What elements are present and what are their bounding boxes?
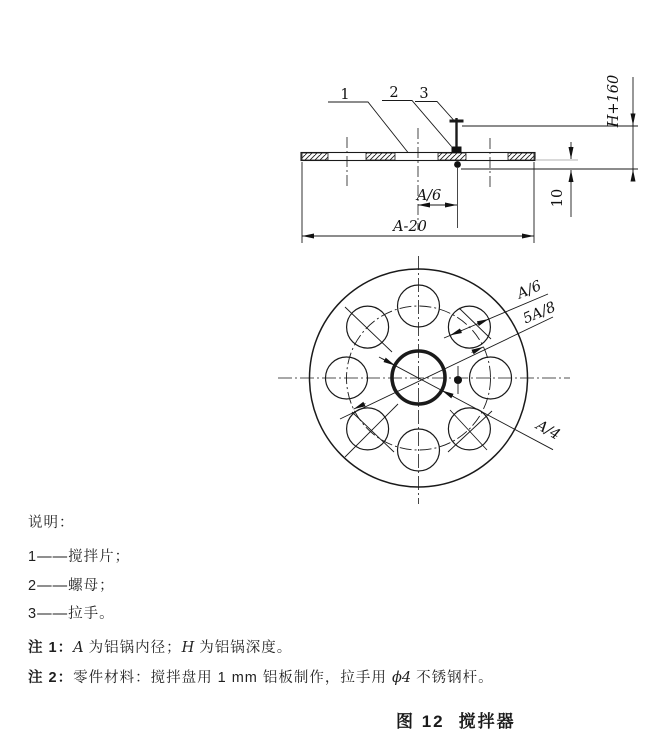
dim-a20-label: A-20 [393, 219, 427, 235]
figure-caption [396, 707, 516, 732]
note-2-phi: ϕ4 [391, 670, 412, 686]
callout-2-label: 2 [389, 85, 399, 101]
note-1-prefix: 注 1： [28, 640, 74, 656]
legend-item-2: 2——螺母； [28, 578, 115, 594]
dim-h160-label: H+160 [606, 74, 622, 128]
legend-title: 说明： [28, 515, 75, 531]
note-1-var-a: A [73, 640, 84, 656]
section-view [301, 74, 638, 243]
callout-1-label: 1 [340, 87, 350, 103]
note-1 [28, 636, 292, 657]
legend-item-1: 1——搅拌片； [28, 549, 131, 565]
note-2 [28, 666, 494, 687]
figure-title: 搅拌器 [458, 712, 516, 731]
dim-10-label: 10 [550, 188, 566, 208]
rod-position-mark [454, 366, 462, 394]
dim-5a8-label: 5A/8 [520, 299, 559, 328]
note-2-text-1: 零件材料：搅拌盘用 1 mm 铝板制作，拉手用 [73, 670, 392, 686]
legend-item-3: 3——拉手。 [28, 606, 115, 622]
right-reference-lines [461, 126, 638, 169]
note-2-text-2: 不锈钢杆。 [411, 670, 494, 686]
dim-a4-label: A/4 [533, 417, 563, 444]
handle-rod [450, 118, 464, 228]
note-2-prefix: 注 2： [28, 670, 74, 686]
rod-bottom-dot [454, 161, 461, 168]
section-centerlines [347, 128, 490, 230]
figure-number: 图 12 [396, 712, 445, 731]
note-1-text-1: 为铝锅内径； [83, 640, 182, 656]
callout-3-label: 3 [419, 86, 429, 102]
dim-a6-plan-label: A/6 [514, 278, 544, 303]
note-1-text-2: 为铝锅深度。 [194, 640, 293, 656]
note-1-var-h: H [181, 640, 195, 656]
dim-a6-section-label: A/6 [416, 188, 442, 204]
nut [452, 147, 462, 154]
